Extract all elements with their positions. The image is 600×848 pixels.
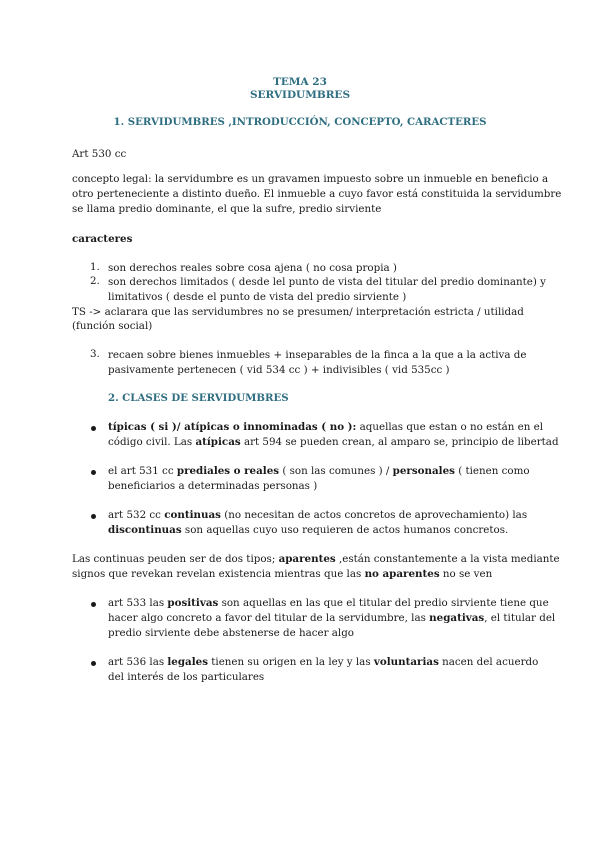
section-2-heading: 2. CLASES DE SERVIDUMBRES — [108, 392, 289, 404]
text-run: código civil. Las — [108, 436, 196, 448]
bold-term: no aparentes — [364, 568, 440, 580]
bullet-5-line-1 — [108, 655, 538, 669]
bullet-4-line-1 — [108, 596, 549, 610]
bullet-2-line-1 — [108, 464, 530, 478]
article-reference: Art 530 cc — [72, 148, 127, 160]
caracter-item-3-line-1: recaen sobre bienes inmuebles + inseparables de la finca a la que a la activa de — [108, 349, 527, 361]
list-number-3: 3. — [90, 348, 100, 360]
bold-term: voluntarias — [373, 656, 439, 668]
text-run: ( tienen como — [454, 465, 530, 477]
title-line-1: TEMA 23 — [273, 76, 327, 88]
caracter-item-2-line-2: limitativos ( desde el punto de vista del predio sirviente ) — [108, 291, 407, 303]
text-run: tienen su origen en la ley y las — [208, 656, 374, 668]
bullet-icon — [91, 514, 96, 519]
text-run: son aquellas en las que el titular del predio sirviente tiene que — [218, 597, 549, 609]
text-run: art 532 cc — [108, 509, 165, 521]
text-run: art 533 las — [108, 597, 168, 609]
text-run: aquellas que estan o no están en el — [356, 421, 544, 433]
text-run: nacen del acuerdo — [438, 656, 539, 668]
text-run: art 536 las — [108, 656, 168, 668]
text-run: hacer algo concreto a favor del titular de la servidumbre, las — [108, 612, 430, 624]
concept-line-3: se llama predio dominante, el que la sufre, predio sirviente — [72, 203, 382, 215]
caracter-item-1: son derechos reales sobre cosa ajena ( no cosa propia ) — [108, 262, 397, 274]
bold-term: legales — [167, 656, 208, 668]
text-run: son aquellas cuyo uso requieren de actos humanos concretos. — [181, 524, 509, 536]
list-number-2: 2. — [90, 275, 100, 287]
bullet-3-line-1 — [108, 508, 527, 522]
ts-note-line-1: TS -> aclarara que las servidumbres no se presumen/ interpretación estricta / utilidad — [72, 306, 524, 318]
section-1-heading: 1. SERVIDUMBRES ,INTRODUCCIÓN, CONCEPTO, CARACTERES — [113, 116, 487, 128]
bullet-icon — [91, 470, 96, 475]
text-run: ,están constantemente a la vista mediante — [335, 553, 560, 565]
text-run: , el titular del — [484, 612, 556, 624]
bullet-2-line-2: beneficiarios a determinadas personas ) — [108, 480, 318, 492]
bullet-icon — [91, 602, 96, 607]
bullet-icon — [91, 661, 96, 666]
bullet-4-line-2 — [108, 611, 555, 625]
bullet-1-line-1 — [108, 420, 543, 434]
bold-term: discontinuas — [108, 524, 182, 536]
bold-term: continuas — [164, 509, 221, 521]
caracter-item-2-line-1: son derechos limitados ( desde lel punto de vista del titular del predio dominante) y — [108, 276, 546, 288]
bullet-icon — [91, 426, 96, 431]
bold-term: típicas ( si )/ atípicas o innominadas ( no ): — [108, 421, 357, 433]
bold-term: personales — [392, 465, 455, 477]
list-number-1: 1. — [90, 261, 100, 273]
bold-term: aparentes — [278, 553, 336, 565]
bullet-4-line-3: predio sirviente debe abstenerse de hacer algo — [108, 627, 354, 639]
text-run: el art 531 cc — [108, 465, 177, 477]
bold-term: prediales o reales — [176, 465, 280, 477]
title-line-2: SERVIDUMBRES — [249, 89, 351, 101]
caracteres-heading: caracteres — [72, 233, 133, 245]
text-run: ( son las comunes ) / — [279, 465, 393, 477]
ts-note-line-2: (función social) — [72, 320, 153, 332]
text-run: no se ven — [439, 568, 493, 580]
bold-term: negativas — [429, 612, 485, 624]
bullet-1-line-2 — [108, 435, 559, 449]
text-run: signos que revekan revelan existencia mientras que las — [72, 568, 365, 580]
concept-line-1: concepto legal: la servidumbre es un gravamen impuesto sobre un inmueble en beneficio a — [72, 173, 549, 185]
paragraph-line-1 — [72, 552, 560, 566]
paragraph-line-2 — [72, 567, 492, 581]
concept-line-2: otro perteneciente a distinto dueño. El inmueble a cuyo favor está constituida la servidumbre — [72, 188, 562, 200]
text-run: (no necesitan de actos concretos de aprovechamiento) las — [220, 509, 528, 521]
bold-term: atípicas — [195, 436, 241, 448]
caracter-item-3-line-2: pasivamente pertenecen ( vid 534 cc ) + indivisibles ( vid 535cc ) — [108, 364, 450, 376]
bold-term: positivas — [167, 597, 219, 609]
text-run: art 594 se pueden crean, al amparo se, principio de libertad — [240, 436, 559, 448]
text-run: Las continuas peuden ser de dos tipos; — [72, 553, 279, 565]
bullet-3-line-2 — [108, 523, 508, 537]
bullet-5-line-2: del interés de los particulares — [108, 671, 265, 683]
